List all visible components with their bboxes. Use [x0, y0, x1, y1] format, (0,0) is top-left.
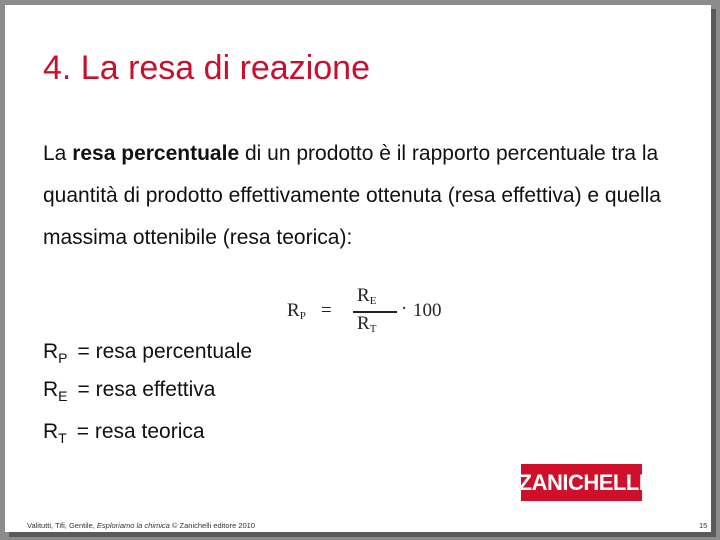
body-intro: La: [43, 142, 73, 165]
footer-book-title: Esploriamo la chimica: [96, 521, 170, 530]
definition-symbol: R: [43, 420, 59, 443]
definition-re: [43, 378, 215, 404]
definition-symbol: R: [43, 340, 59, 363]
definition-text: = resa teorica: [76, 420, 205, 443]
footer-publisher: © Zanichelli editore 2010: [169, 521, 256, 530]
zanichelli-logo: ZANICHELLI: [521, 464, 642, 501]
definition-sub: P: [58, 350, 68, 366]
formula-den-sub: T: [369, 323, 377, 335]
slide-shadow-right: [711, 9, 716, 536]
slide-shadow-bottom: [9, 532, 716, 537]
body-paragraph: [43, 133, 683, 259]
formula-equals: =: [321, 300, 332, 321]
page-number: 15: [699, 521, 708, 530]
body-bold-term: resa percentuale: [72, 142, 240, 165]
definition-sub: E: [58, 388, 68, 404]
formula-factor: 100: [413, 300, 442, 321]
formula-times: ·: [401, 298, 408, 319]
formula-lhs-symbol: R: [287, 300, 300, 321]
footer-authors: Valitutti, Tifi, Gentile,: [27, 521, 97, 530]
definition-sub: T: [58, 430, 67, 446]
definition-text: = resa percentuale: [77, 340, 253, 363]
definition-rp: [43, 340, 252, 366]
definition-text: = resa effettiva: [77, 378, 216, 401]
formula-lhs-sub: P: [299, 310, 306, 322]
formula-num-sub: E: [369, 295, 377, 307]
formula-lhs: [287, 300, 306, 322]
formula-num-symbol: R: [357, 285, 370, 306]
definition-rt: [43, 420, 205, 446]
slide: [5, 5, 711, 532]
definition-symbol: R: [43, 378, 59, 401]
formula-numerator: [357, 285, 376, 307]
slide-title: 4. La resa di reazione: [43, 49, 370, 87]
formula-denominator: [357, 313, 376, 335]
body-rest: di un prodotto è il rapporto percentuale tra la quantità di prodotto effettivamente ottenuta (resa effettiva) e quella massima ottenibile (resa teorica):: [43, 142, 661, 249]
formula-den-symbol: R: [357, 313, 370, 334]
footer-credit: [27, 521, 255, 530]
